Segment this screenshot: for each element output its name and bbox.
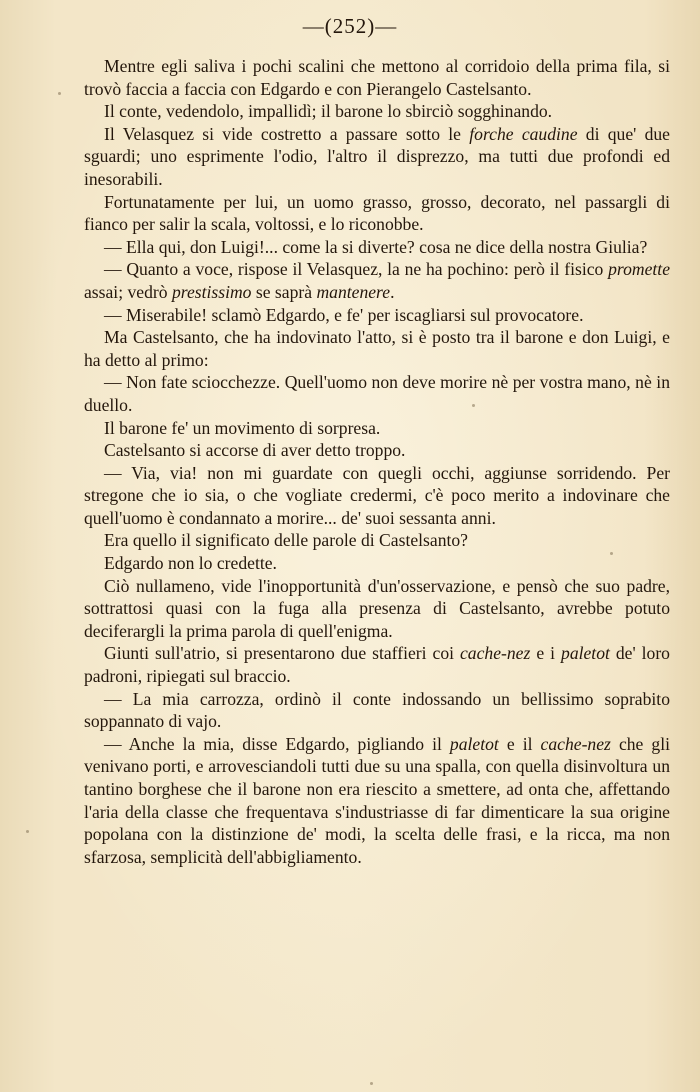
paragraph bbox=[84, 642, 670, 687]
paragraph bbox=[84, 529, 670, 552]
paragraph bbox=[84, 688, 670, 733]
text-run: Il conte, vedendolo, impallidì; il barone lo sbirciò sogghinando. bbox=[104, 101, 553, 122]
text-run: Il barone fe' un movimento di sorpresa. bbox=[104, 417, 381, 438]
paragraph bbox=[84, 575, 670, 643]
text-run: Il Velasquez si vide costretto a passare sotto le bbox=[104, 123, 470, 144]
italic-text: cache-nez bbox=[540, 733, 611, 754]
paragraph bbox=[84, 191, 670, 236]
paper-speck bbox=[26, 830, 29, 833]
text-run: Mentre egli saliva i pochi scalini che mettono al corridoio della prima fila, si trovò faccia a faccia con Edgardo e con Pierangelo Castelsanto. bbox=[84, 56, 670, 99]
paper-speck bbox=[370, 1082, 373, 1085]
text-run: che gli venivano porti, e arrovesciandoli tutti due su una spalla, con quella disinvoltura un tantino borghese che il barone non era riescito a smettere, ad onta che, affettando l'aria della classe che frequentava s'industriasse di far dimenticare la sua origine popolana con la distinzione de' modi, la scelta delle frasi, e la ricca, ma non sfarzosa, semplicità dell'abbigliamento. bbox=[84, 733, 670, 867]
text-run: Giunti sull'atrio, si presentarono due staffieri coi bbox=[104, 643, 460, 664]
text-run: e i bbox=[530, 643, 562, 664]
paragraph bbox=[84, 462, 670, 530]
text-run: Era quello il significato delle parole di Castelsanto? bbox=[104, 530, 468, 551]
text-run: Ciò nullameno, vide l'inopportunità d'un'osservazione, e pensò che suo padre, sottrattosi quasi con la fuga alla presenza di Castelsanto, avrebbe potuto deciferargli la prima parola di quell'enigma. bbox=[84, 575, 670, 641]
paper-speck bbox=[472, 404, 475, 407]
paragraph bbox=[84, 733, 670, 869]
paper-speck bbox=[58, 92, 61, 95]
text-run: di que' due sguardi; uno esprimente l'odio, l'altro il disprezzo, ma tutti due profondi ed inesorabili. bbox=[84, 123, 670, 189]
paragraph bbox=[84, 258, 670, 303]
italic-text: promette bbox=[608, 259, 670, 280]
italic-text: forche caudine bbox=[469, 123, 578, 144]
text-run: Castelsanto si accorse di aver detto troppo. bbox=[104, 440, 406, 461]
text-run: — Non fate sciocchezze. Quell'uomo non deve morire nè per vostra mano, nè in duello. bbox=[84, 372, 670, 415]
text-run: . bbox=[390, 281, 395, 302]
text-run: Fortunatamente per lui, un uomo grasso, grosso, decorato, nel passargli di fianco per salir la scala, voltossi, e lo riconobbe. bbox=[84, 191, 670, 235]
body-text bbox=[84, 55, 670, 868]
page-number: —(252)— bbox=[302, 14, 398, 38]
text-run: de' loro padroni, ripiegati sul braccio. bbox=[84, 643, 670, 687]
paragraph bbox=[84, 326, 670, 371]
paragraph bbox=[84, 304, 670, 327]
paragraph bbox=[84, 439, 670, 462]
italic-text: paletot bbox=[561, 643, 610, 664]
paragraph bbox=[84, 371, 670, 416]
text-run: assai; vedrò bbox=[84, 281, 172, 302]
paragraph bbox=[84, 100, 670, 123]
paper-speck bbox=[610, 552, 613, 555]
paragraph bbox=[84, 417, 670, 440]
text-run: — Ella qui, don Luigi!... come la si diverte? cosa ne dice della nostra Giulia? bbox=[104, 236, 648, 257]
paragraph bbox=[84, 552, 670, 575]
italic-text: mantenere bbox=[316, 281, 391, 302]
text-run: — La mia carrozza, ordinò il conte indossando un bellissimo soprabito soppannato di vajo. bbox=[84, 688, 670, 732]
text-run: — Miserabile! sclamò Edgardo, e fe' per iscagliarsi sul provocatore. bbox=[104, 304, 584, 325]
paragraph bbox=[84, 55, 670, 100]
italic-text: cache-nez bbox=[460, 643, 531, 664]
paragraph bbox=[84, 123, 670, 191]
text-run: — Via, via! non mi guardate con quegli occhi, aggiunse sorridendo. Per stregone che io sia, o che vogliate credermi, c'è poco merito a indovinare che quell'uomo è condannato a morire... de' suoi sessanta anni. bbox=[84, 462, 670, 528]
italic-text: paletot bbox=[449, 733, 499, 754]
text-run: Edgardo non lo credette. bbox=[104, 553, 277, 574]
paragraph bbox=[84, 236, 670, 259]
text-run: e il bbox=[498, 733, 541, 754]
text-run: se saprà bbox=[251, 281, 317, 302]
italic-text: prestissimo bbox=[171, 281, 252, 302]
text-run: — Anche la mia, disse Edgardo, pigliando il bbox=[104, 733, 450, 754]
text-run: — Quanto a voce, rispose il Velasquez, la ne ha pochino: però il fisico bbox=[104, 259, 609, 280]
text-run: Ma Castelsanto, che ha indovinato l'atto, si è posto tra il barone e don Luigi, e ha detto al primo: bbox=[84, 327, 670, 370]
